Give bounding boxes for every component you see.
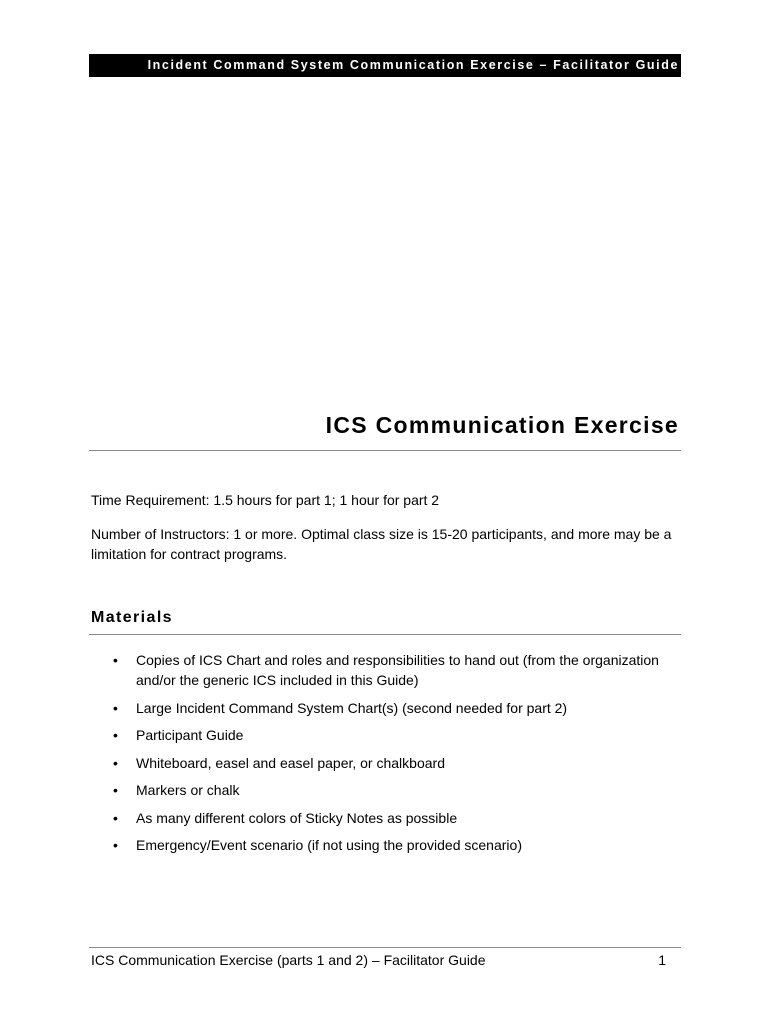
running-header xyxy=(89,54,681,77)
materials-divider xyxy=(89,634,681,635)
bullet-icon: • xyxy=(113,727,118,743)
time-requirement-text: Time Requirement: 1.5 hours for part 1; 1 hour for part 2 xyxy=(91,492,440,508)
bullet-icon: • xyxy=(113,652,118,668)
list-item xyxy=(91,753,681,773)
running-header-title: Incident Command System Communication Exercise – Facilitator Guide xyxy=(147,58,679,72)
bullet-icon: • xyxy=(113,809,118,826)
bullet-icon: • xyxy=(113,782,118,798)
list-item xyxy=(91,780,681,800)
instructors-text: Number of Instructors: 1 or more. Optimal class size is 15-20 participants, and more may be a limitation for contract programs. xyxy=(91,526,672,562)
list-item xyxy=(91,650,681,690)
materials-list xyxy=(91,650,681,863)
list-item-text: Markers or chalk xyxy=(136,782,240,798)
list-item-text: Participant Guide xyxy=(136,727,244,743)
materials-heading: Materials xyxy=(91,609,173,626)
footer-label: ICS Communication Exercise (parts 1 and 2) – Facilitator Guide xyxy=(91,952,486,968)
bullet-icon: • xyxy=(113,754,118,771)
list-item xyxy=(91,835,681,855)
list-item-text: Emergency/Event scenario (if not using the provided scenario) xyxy=(136,837,522,853)
list-item xyxy=(91,698,681,718)
list-item xyxy=(91,808,681,828)
bullet-icon: • xyxy=(113,837,118,853)
title-divider xyxy=(89,450,681,451)
list-item-text: Copies of ICS Chart and roles and responsibilities to hand out (from the organization and/or the generic ICS included in this Guide) xyxy=(136,652,659,688)
footer-divider xyxy=(89,947,681,948)
list-item-text: Large Incident Command System Chart(s) (second needed for part 2) xyxy=(136,699,568,716)
page-number: 1 xyxy=(658,952,666,968)
list-item-text: Whiteboard, easel and easel paper, or chalkboard xyxy=(136,754,445,771)
document-title: ICS Communication Exercise xyxy=(325,412,679,438)
list-item xyxy=(91,725,681,745)
bullet-icon: • xyxy=(113,699,118,716)
list-item-text: As many different colors of Sticky Notes as possible xyxy=(136,809,458,826)
